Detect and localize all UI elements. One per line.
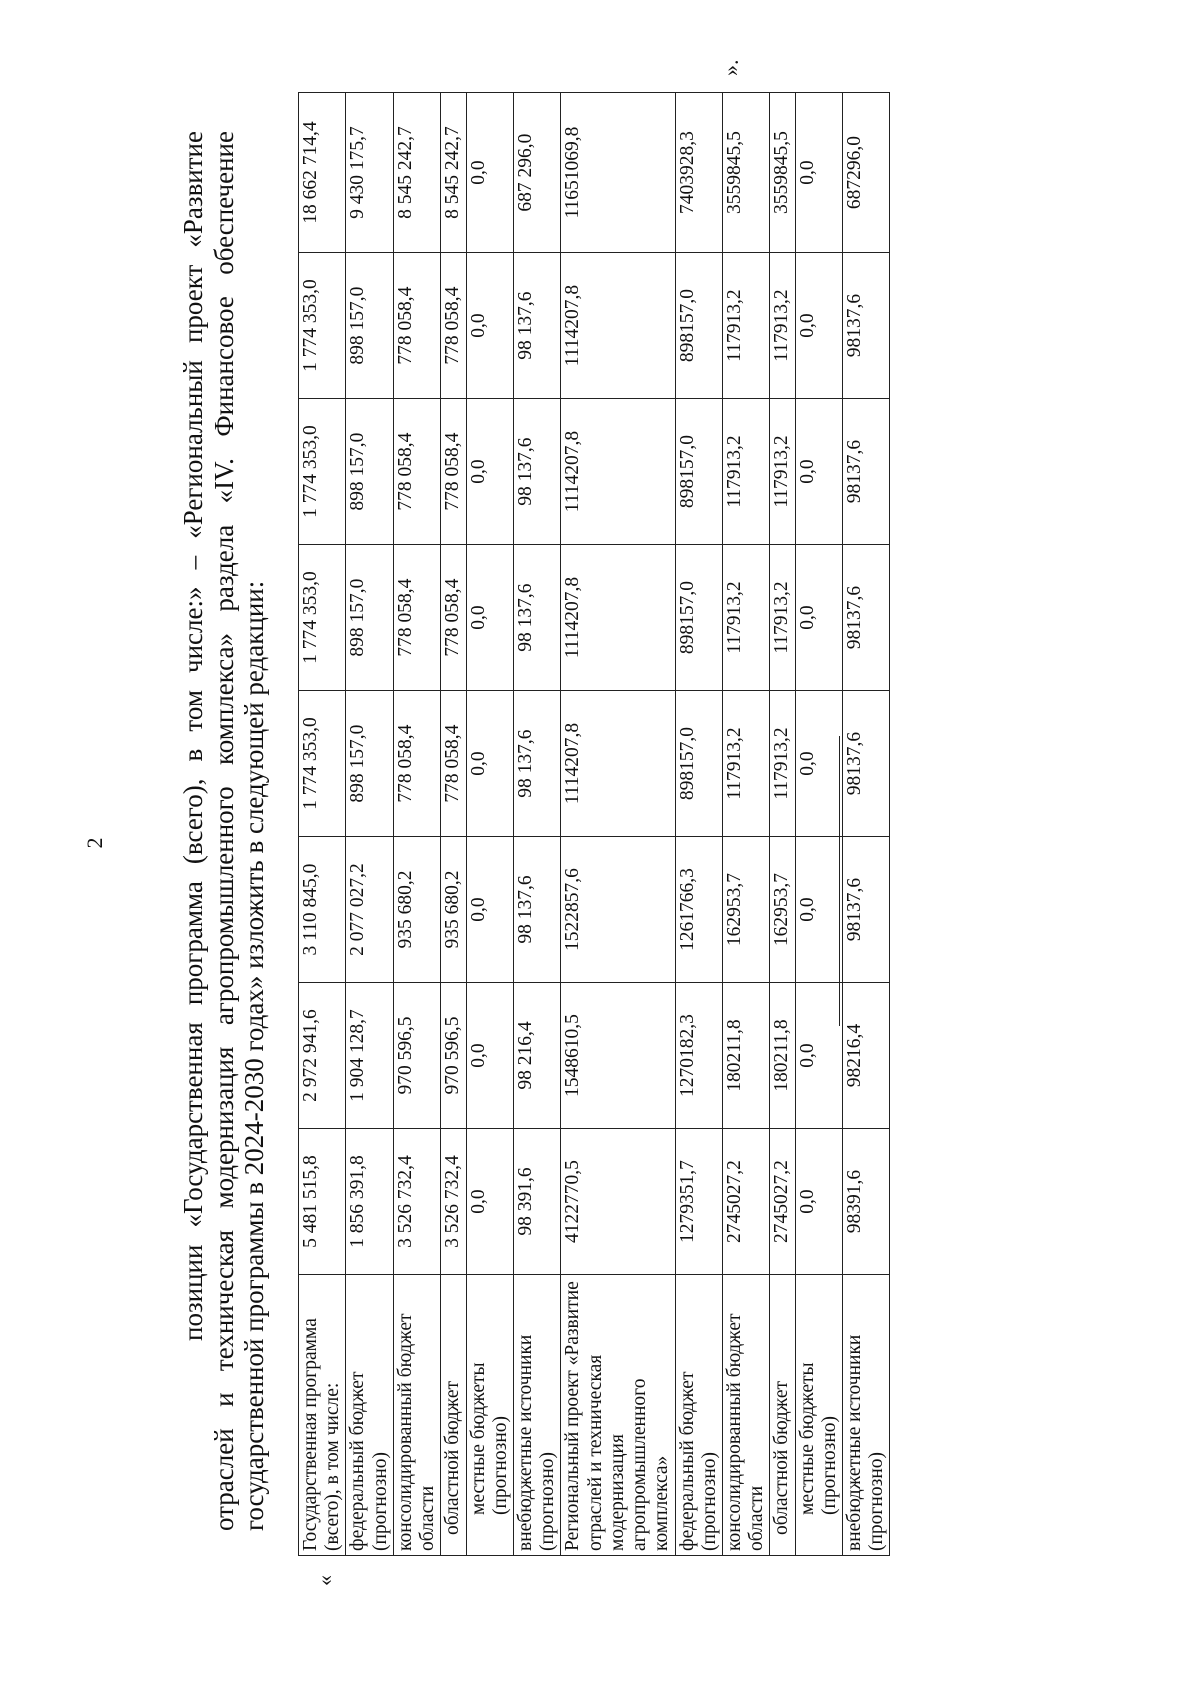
year-value-cell: 98 137,6 bbox=[513, 691, 560, 837]
year-value-cell: 935 680,2 bbox=[441, 837, 466, 983]
year-value-cell: 3 110 845,0 bbox=[299, 837, 346, 983]
year-value-cell: 117913,2 bbox=[722, 253, 769, 399]
year-value-cell: 0,0 bbox=[466, 983, 513, 1129]
year-value-cell: 898157,0 bbox=[675, 691, 722, 837]
row-label: областной бюджет bbox=[441, 1275, 466, 1556]
row-total-cell: 0,0 bbox=[466, 93, 513, 253]
year-value-cell: 0,0 bbox=[795, 545, 842, 691]
year-value-cell: 1 904 128,7 bbox=[346, 983, 393, 1129]
table-row bbox=[466, 93, 513, 1556]
year-value-cell: 0,0 bbox=[466, 837, 513, 983]
year-value-cell: 98137,6 bbox=[843, 399, 890, 545]
year-value-cell: 1270182,3 bbox=[675, 983, 722, 1129]
year-value-cell: 98 137,6 bbox=[513, 545, 560, 691]
row-total-cell: 11651069,8 bbox=[561, 93, 675, 253]
open-quote-mark: « bbox=[312, 1575, 337, 1586]
row-total-cell: 3559845,5 bbox=[770, 93, 795, 253]
year-value-cell: 0,0 bbox=[795, 399, 842, 545]
close-quote-mark: ». bbox=[718, 59, 743, 76]
table-row bbox=[770, 93, 795, 1556]
year-value-cell: 117913,2 bbox=[770, 253, 795, 399]
year-value-cell: 0,0 bbox=[795, 1129, 842, 1275]
row-label: консолидированный бюджет области bbox=[722, 1275, 769, 1556]
intro-paragraph: позиции «Государственная программа (всего), в том числе:» – «Региональный проект «Развитие отраслей и техническая модернизация агропромышленного комплекса» раздела «IV. Финансовое обеспечение государственной программы в 2024-2030 годах» изложить в следующей редакции: bbox=[178, 131, 269, 1531]
year-value-cell: 5 481 515,8 bbox=[299, 1129, 346, 1275]
year-value-cell: 778 058,4 bbox=[393, 399, 440, 545]
row-total-cell: 687296,0 bbox=[843, 93, 890, 253]
year-value-cell: 1548610,5 bbox=[561, 983, 675, 1129]
row-total-cell: 3559845,5 bbox=[722, 93, 769, 253]
row-total-cell: 9 430 175,7 bbox=[346, 93, 393, 253]
year-value-cell: 98 391,6 bbox=[513, 1129, 560, 1275]
year-value-cell: 98 137,6 bbox=[513, 253, 560, 399]
table-row bbox=[299, 93, 346, 1556]
row-total-cell: 8 545 242,7 bbox=[393, 93, 440, 253]
row-total-cell: 18 662 714,4 bbox=[299, 93, 346, 253]
year-value-cell: 1 856 391,8 bbox=[346, 1129, 393, 1275]
year-value-cell: 935 680,2 bbox=[393, 837, 440, 983]
year-value-cell: 898 157,0 bbox=[346, 691, 393, 837]
financing-table bbox=[298, 92, 890, 1556]
year-value-cell: 1261766,3 bbox=[675, 837, 722, 983]
year-value-cell: 1 774 353,0 bbox=[299, 545, 346, 691]
year-value-cell: 778 058,4 bbox=[393, 545, 440, 691]
year-value-cell: 98 137,6 bbox=[513, 837, 560, 983]
financing-table-body bbox=[299, 93, 890, 1556]
row-label: Региональный проект «Развитие отраслей и техническая модернизация агропромышленного комплекса» bbox=[561, 1275, 675, 1556]
page-number: 2 bbox=[82, 837, 107, 849]
year-value-cell: 778 058,4 bbox=[441, 253, 466, 399]
year-value-cell: 0,0 bbox=[466, 545, 513, 691]
year-value-cell: 898157,0 bbox=[675, 253, 722, 399]
year-value-cell: 1 774 353,0 bbox=[299, 253, 346, 399]
year-value-cell: 0,0 bbox=[795, 253, 842, 399]
year-value-cell: 898 157,0 bbox=[346, 545, 393, 691]
year-value-cell: 98137,6 bbox=[843, 545, 890, 691]
year-value-cell: 180211,8 bbox=[722, 983, 769, 1129]
year-value-cell: 98391,6 bbox=[843, 1129, 890, 1275]
year-value-cell: 0,0 bbox=[466, 691, 513, 837]
year-value-cell: 1114207,8 bbox=[561, 399, 675, 545]
year-value-cell: 0,0 bbox=[795, 983, 842, 1129]
year-value-cell: 180211,8 bbox=[770, 983, 795, 1129]
year-value-cell: 98137,6 bbox=[843, 691, 890, 837]
year-value-cell: 0,0 bbox=[466, 399, 513, 545]
year-value-cell: 778 058,4 bbox=[393, 253, 440, 399]
year-value-cell: 1114207,8 bbox=[561, 545, 675, 691]
year-value-cell: 898 157,0 bbox=[346, 399, 393, 545]
year-value-cell: 970 596,5 bbox=[441, 983, 466, 1129]
year-value-cell: 778 058,4 bbox=[441, 691, 466, 837]
year-value-cell: 117913,2 bbox=[770, 691, 795, 837]
year-value-cell: 0,0 bbox=[466, 253, 513, 399]
row-label: внебюджетные источники (прогнозно) bbox=[843, 1275, 890, 1556]
year-value-cell: 898 157,0 bbox=[346, 253, 393, 399]
row-label: местные бюджеты (прогнозно) bbox=[795, 1275, 842, 1556]
year-value-cell: 1114207,8 bbox=[561, 691, 675, 837]
year-value-cell: 1522857,6 bbox=[561, 837, 675, 983]
year-value-cell: 970 596,5 bbox=[393, 983, 440, 1129]
year-value-cell: 98137,6 bbox=[843, 253, 890, 399]
year-value-cell: 117913,2 bbox=[770, 399, 795, 545]
year-value-cell: 98 137,6 bbox=[513, 399, 560, 545]
year-value-cell: 2745027,2 bbox=[770, 1129, 795, 1275]
table-row bbox=[795, 93, 842, 1556]
year-value-cell: 1 774 353,0 bbox=[299, 399, 346, 545]
table-row bbox=[393, 93, 440, 1556]
year-value-cell: 117913,2 bbox=[722, 691, 769, 837]
year-value-cell: 1 774 353,0 bbox=[299, 691, 346, 837]
year-value-cell: 162953,7 bbox=[722, 837, 769, 983]
row-total-cell: 0,0 bbox=[795, 93, 842, 253]
year-value-cell: 2745027,2 bbox=[722, 1129, 769, 1275]
year-value-cell: 3 526 732,4 bbox=[393, 1129, 440, 1275]
table-row bbox=[843, 93, 890, 1556]
year-value-cell: 0,0 bbox=[466, 1129, 513, 1275]
year-value-cell: 1114207,8 bbox=[561, 253, 675, 399]
separator-line bbox=[839, 736, 840, 1026]
year-value-cell: 778 058,4 bbox=[393, 691, 440, 837]
year-value-cell: 3 526 732,4 bbox=[441, 1129, 466, 1275]
year-value-cell: 117913,2 bbox=[722, 545, 769, 691]
year-value-cell: 98216,4 bbox=[843, 983, 890, 1129]
year-value-cell: 117913,2 bbox=[722, 399, 769, 545]
year-value-cell: 778 058,4 bbox=[441, 545, 466, 691]
year-value-cell: 98137,6 bbox=[843, 837, 890, 983]
table-row bbox=[561, 93, 675, 1556]
row-total-cell: 687 296,0 bbox=[513, 93, 560, 253]
year-value-cell: 898157,0 bbox=[675, 399, 722, 545]
year-value-cell: 117913,2 bbox=[770, 545, 795, 691]
year-value-cell: 1279351,7 bbox=[675, 1129, 722, 1275]
table-row bbox=[675, 93, 722, 1556]
year-value-cell: 0,0 bbox=[795, 691, 842, 837]
table-row bbox=[346, 93, 393, 1556]
year-value-cell: 0,0 bbox=[795, 837, 842, 983]
row-label: федеральный бюджет (прогнозно) bbox=[675, 1275, 722, 1556]
row-label: областной бюджет bbox=[770, 1275, 795, 1556]
row-total-cell: 7403928,3 bbox=[675, 93, 722, 253]
year-value-cell: 898157,0 bbox=[675, 545, 722, 691]
year-value-cell: 162953,7 bbox=[770, 837, 795, 983]
row-total-cell: 8 545 242,7 bbox=[441, 93, 466, 253]
table-row bbox=[722, 93, 769, 1556]
year-value-cell: 2 972 941,6 bbox=[299, 983, 346, 1129]
row-label: федеральный бюджет (прогнозно) bbox=[346, 1275, 393, 1556]
year-value-cell: 4122770,5 bbox=[561, 1129, 675, 1275]
row-label: местные бюджеты (прогнозно) bbox=[466, 1275, 513, 1556]
row-label: Государственная программа (всего), в том числе: bbox=[299, 1275, 346, 1556]
year-value-cell: 2 077 027,2 bbox=[346, 837, 393, 983]
year-value-cell: 98 216,4 bbox=[513, 983, 560, 1129]
table-row bbox=[441, 93, 466, 1556]
row-label: внебюджетные источники (прогнозно) bbox=[513, 1275, 560, 1556]
row-label: консолидированный бюджет области bbox=[393, 1275, 440, 1556]
year-value-cell: 778 058,4 bbox=[441, 399, 466, 545]
table-row bbox=[513, 93, 560, 1556]
